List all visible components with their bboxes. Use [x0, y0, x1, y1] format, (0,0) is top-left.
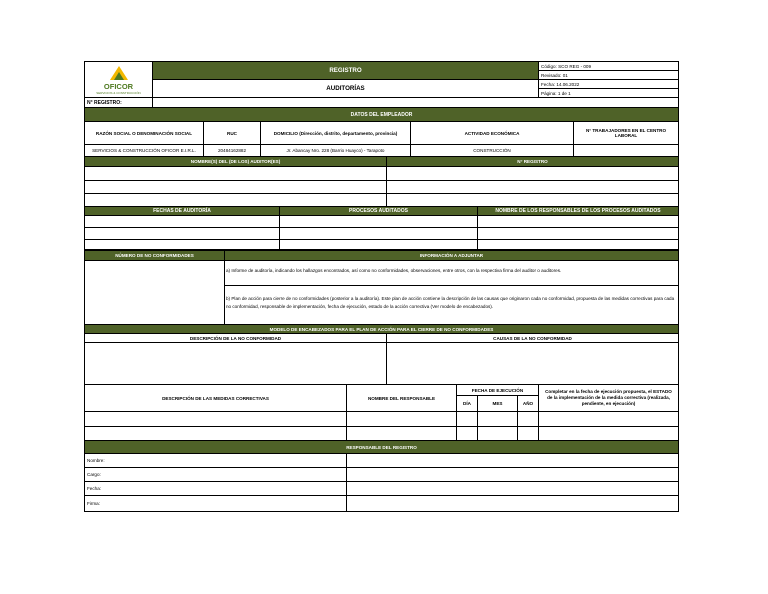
auditores-row-line — [84, 180, 679, 181]
col-fechas-auditoria: FECHAS DE AUDITORÍA — [84, 206, 280, 216]
auditoria-grid[interactable] — [84, 215, 679, 250]
medidas-divider — [477, 411, 478, 441]
logo-box — [84, 61, 153, 98]
responsable-nombre-label: Nombre: — [84, 453, 347, 468]
auditoria-divider — [279, 215, 280, 250]
info-item-b: b) Plan de acción para cierre de no conformidades (posterior a la auditoría). Este plan de acción contiene la descripción de las causas que originaron cada no conformidad, propuesta de las medidas correctivas para cada no conformidad, responsable de implementación, fecha de ejecución, estado de la acción correctiva (Ver modelo de encabezados). — [226, 296, 675, 309]
col-dia: DÍA — [456, 395, 478, 412]
val-ruc[interactable]: 20484162882 — [203, 144, 261, 157]
section-empleador: DATOS DEL EMPLEADOR — [84, 107, 679, 122]
auditores-divider — [386, 166, 387, 207]
col-nombres-auditores: NOMBRE(S) DEL (DE LOS) AUDITOR(ES) — [84, 156, 387, 167]
col-numero-no-conformidades: NÚMERO DE NO CONFORMIDADES — [84, 250, 225, 261]
col-descripcion-no-conformidad: DESCRIPCIÓN DE LA NO CONFORMIDAD — [84, 333, 387, 343]
causas-field[interactable] — [386, 342, 679, 385]
col-medidas-correctivas: DESCRIPCIÓN DE LAS MEDIDAS CORRECTIVAS — [84, 384, 347, 412]
auditoria-row-line — [84, 239, 679, 240]
col-registro-auditor: N° REGISTRO — [386, 156, 679, 167]
meta-page: Página: 1 de 1 — [538, 88, 679, 98]
medidas-divider — [538, 411, 539, 441]
form-subtitle: AUDITORÍAS — [152, 79, 539, 98]
col-actividad: ACTIVIDAD ECONÓMICA — [410, 121, 574, 145]
numero-no-conformidades-field[interactable] — [84, 260, 225, 325]
responsable-fecha-field[interactable] — [346, 481, 679, 496]
val-domicilio[interactable]: Jr. Abancay Nro. 228 (Barrio Huayco) - Tarapoto — [260, 144, 411, 157]
responsable-nombre-field[interactable] — [346, 453, 679, 468]
val-actividad[interactable]: CONSTRUCCIÓN — [410, 144, 574, 157]
medidas-divider — [346, 411, 347, 441]
col-informacion-adjuntar: INFORMACIÓN A ADJUNTAR — [224, 250, 679, 261]
responsable-cargo-label: Cargo: — [84, 467, 347, 482]
info-divider — [224, 285, 679, 286]
section-responsable: RESPONSABLE DEL REGISTRO — [84, 440, 679, 454]
meta-revision: Revisado: 01 — [538, 70, 679, 80]
col-domicilio: DOMICILIO (Dirección, distrito, departamento, provincia) — [260, 121, 411, 145]
col-fecha-ejecucion: FECHA DE EJECUCIÓN — [456, 384, 539, 396]
company-logo-icon — [109, 65, 129, 81]
company-logo-tagline: SERVICIOS & CONSTRUCCIÓN — [96, 91, 141, 95]
col-razon-social: RAZÓN SOCIAL O DENOMINACIÓN SOCIAL — [84, 121, 204, 145]
col-trabajadores: N° TRABAJADORES EN EL CENTRO LABORAL — [573, 121, 679, 145]
auditores-row-line — [84, 193, 679, 194]
responsable-cargo-field[interactable] — [346, 467, 679, 482]
section-modelo: MODELO DE ENCABEZADOS PARA EL PLAN DE ACCIÓN PARA EL CIERRE DE NO CONFORMIDADES — [84, 324, 679, 334]
col-mes: MES — [477, 395, 518, 412]
descripcion-field[interactable] — [84, 342, 387, 385]
info-item-a: a) Informe de auditoría, indicando los hallazgos encontrados, así como no conformidades, observaciones, entre otros, con la respectiva firma del auditor o auditores. — [226, 268, 562, 273]
responsable-firma-field[interactable] — [346, 495, 679, 512]
responsable-fecha-label: Fecha: — [84, 481, 347, 496]
auditoria-divider — [477, 215, 478, 250]
val-razon-social[interactable]: SERVICIOS & CONSTRUCCIÓN OFICOR E.I.R.L. — [84, 144, 204, 157]
col-responsables-procesos: NOMBRE DE LOS RESPONSABLES DE LOS PROCESOS AUDITADOS — [477, 206, 679, 216]
col-nombre-responsable: NOMBRE DEL RESPONSABLE — [346, 384, 457, 412]
medidas-row-line — [84, 426, 679, 427]
responsable-firma-label: Firma: — [84, 495, 347, 512]
col-anio: AÑO — [517, 395, 539, 412]
auditoria-row-line — [84, 227, 679, 228]
registro-label: N° REGISTRO: — [84, 97, 153, 108]
col-causas-no-conformidad: CAUSAS DE LA NO CONFORMIDAD — [386, 333, 679, 343]
company-logo-text: OFICOR — [103, 82, 134, 91]
col-ruc: RUC — [203, 121, 261, 145]
col-estado: Completar en la fecha de ejecución propuesta, el ESTADO de la implementación de la medida correctiva (realizada, pendiente, en ejecución) — [538, 384, 679, 412]
col-procesos-auditados: PROCESOS AUDITADOS — [279, 206, 478, 216]
form-title: REGISTRO — [152, 61, 539, 80]
medidas-divider — [517, 411, 518, 441]
medidas-divider — [456, 411, 457, 441]
auditores-grid[interactable] — [84, 166, 679, 207]
meta-date: Fecha: 14.06.2022 — [538, 79, 679, 89]
meta-code: Código: SCO REG - 009 — [538, 61, 679, 71]
